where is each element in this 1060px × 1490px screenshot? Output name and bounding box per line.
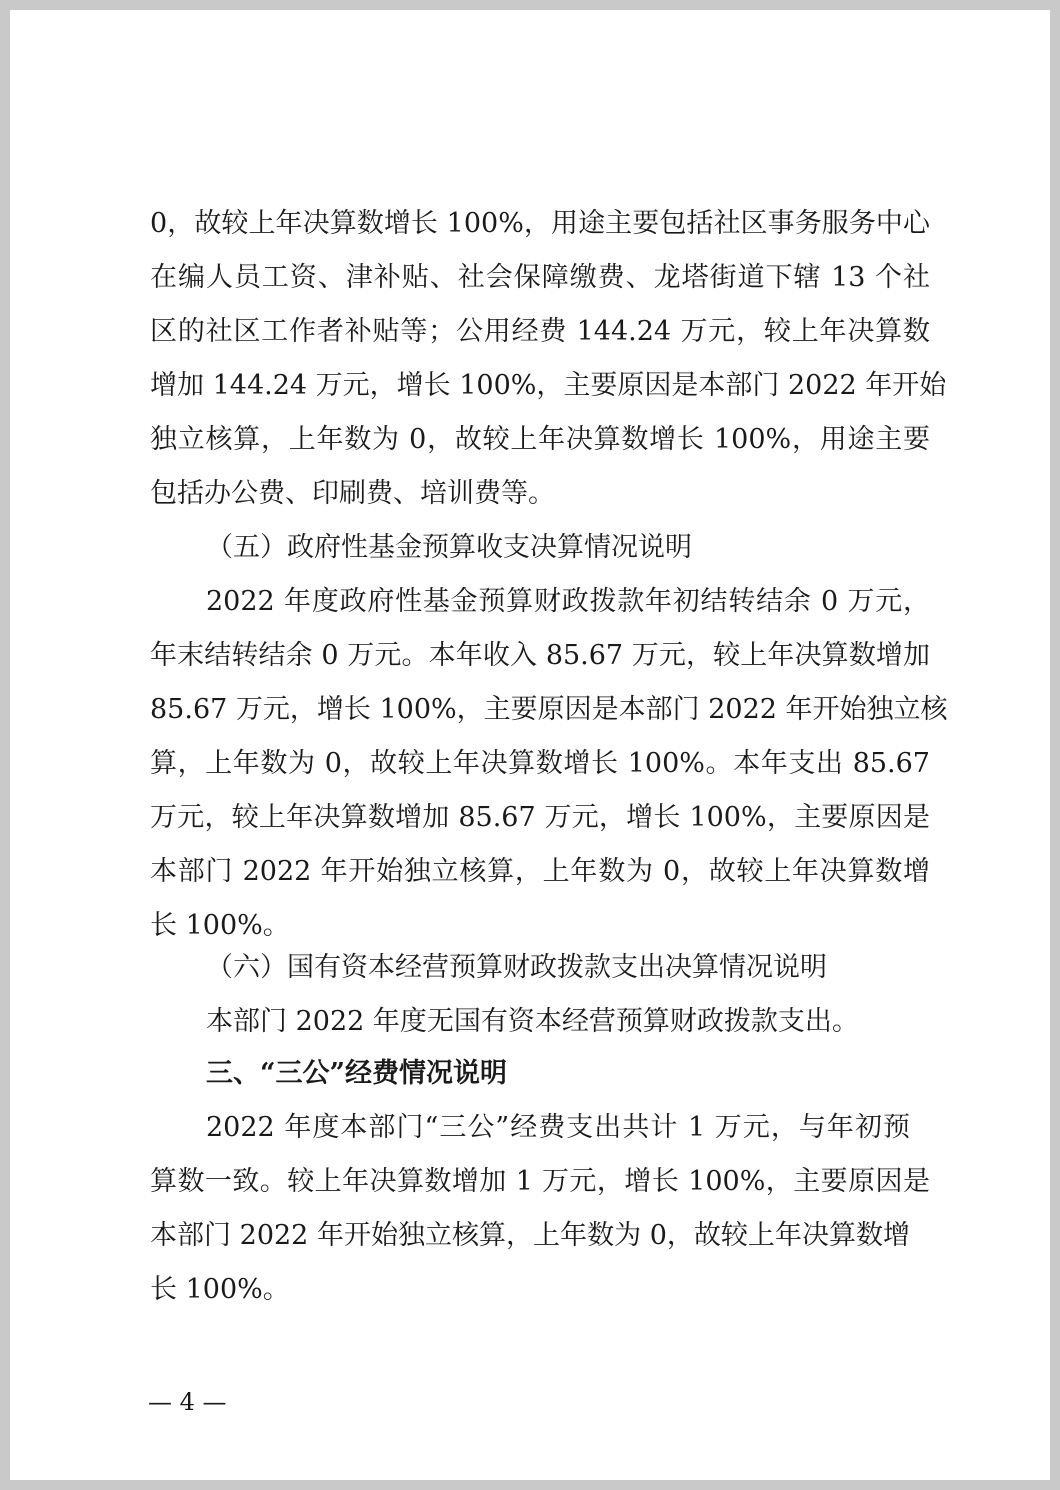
page-number: — 4 — [148,1388,227,1416]
body-text-line: 长 100%。 [150,910,290,941]
body-text-line: 区的社区工作者补贴等；公用经费 144.24 万元，较上年决算数 [150,316,930,347]
document-page [10,10,1050,1480]
body-text-line: 本部门 2022 年开始独立核算，上年数为 0，故较上年决算数增 [150,856,930,887]
body-text-line: 本部门 2022 年开始独立核算，上年数为 0，故较上年决算数增 [150,1220,910,1251]
body-text-line: 2022 年度政府性基金预算财政拨款年初结转结余 0 万元， [206,586,930,617]
section-heading-6: （六）国有资本经营预算财政拨款支出决算情况说明 [206,952,827,983]
body-text-line: 包括办公费、印刷费、培训费等。 [150,478,555,509]
body-text-line: 增加 144.24 万元，增长 100%，主要原因是本部门 2022 年开始 [150,370,947,401]
body-text-line: 算数一致。较上年决算数增加 1 万元，增长 100%，主要原因是 [150,1166,930,1197]
body-text-line: 长 100%。 [150,1274,290,1305]
body-text-line: 85.67 万元，增长 100%，主要原因是本部门 2022 年开始独立核 [150,694,948,725]
body-text-line: 万元，较上年决算数增加 85.67 万元，增长 100%，主要原因是 [150,802,930,833]
section-heading-5: （五）政府性基金预算收支决算情况说明 [206,532,692,563]
body-text-line: 算，上年数为 0，故较上年决算数增长 100%。本年支出 85.67 [150,748,930,779]
body-text-line: 2022 年度本部门“三公”经费支出共计 1 万元，与年初预 [206,1112,910,1143]
section-heading-3: 三、“三公”经费情况说明 [206,1058,508,1089]
body-text-line: 独立核算，上年数为 0，故较上年决算数增长 100%，用途主要 [150,424,930,455]
body-text-line: 0，故较上年决算数增长 100%，用途主要包括社区事务服务中心 [150,208,930,239]
body-text-line: 年末结转结余 0 万元。本年收入 85.67 万元，较上年决算数增加 [150,640,930,671]
body-text-line: 本部门 2022 年度无国有资本经营预算财政拨款支出。 [206,1006,859,1037]
body-text-line: 在编人员工资、津补贴、社会保障缴费、龙塔街道下辖 13 个社 [150,262,930,293]
